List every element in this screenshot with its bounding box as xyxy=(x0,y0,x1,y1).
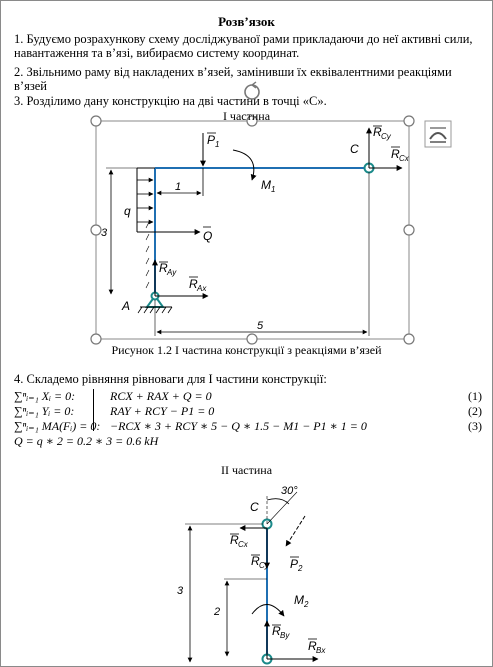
distributed-load-q xyxy=(137,168,155,232)
reaction-ray-label: R xyxy=(159,261,168,275)
dimension-2-fig2-label: 2 xyxy=(214,606,221,618)
force-p1-subscript: 1 xyxy=(215,140,220,149)
distributed-load-q-label: q xyxy=(124,204,131,218)
force-p2-arrow xyxy=(286,516,305,546)
reaction-rcy2-subscript: Cy xyxy=(259,561,269,570)
equation-2-right: RAY + RCY − P1 = 0 xyxy=(110,404,215,418)
reaction-rcy-subscript: Cy xyxy=(381,132,391,141)
force-p2-label: P xyxy=(290,557,299,571)
image-selection-frame[interactable] xyxy=(96,121,409,339)
force-p2-subscript: 2 xyxy=(298,564,303,573)
figure-2-part-title: II частина xyxy=(220,463,273,477)
equation-row-3 xyxy=(14,419,482,433)
force-q-label: Q xyxy=(203,229,213,243)
reaction-rax-label: R xyxy=(189,277,198,291)
reaction-rby-subscript: By xyxy=(280,631,290,640)
figure-1-caption: Рисунок 1.2 I частина конструкції з реакціями в’язей xyxy=(111,343,382,357)
force-p1-label: P xyxy=(207,133,216,147)
point-c-label: C xyxy=(350,142,359,156)
reaction-rcx2-subscript: Cx xyxy=(238,540,248,549)
resize-handle-middle-left[interactable] xyxy=(91,225,101,235)
reaction-ray-subscript: Ay xyxy=(167,268,177,277)
equation-2-number: (2) xyxy=(468,404,482,418)
point-c2-label: C xyxy=(250,500,259,514)
figure-1-part-title: I частина xyxy=(222,109,271,123)
equation-1-right: RCX + RAX + Q = 0 xyxy=(110,389,212,403)
angle-label: 30° xyxy=(281,485,298,497)
dimension-5-label: 5 xyxy=(257,320,264,332)
step-4-text: 4. Складемо рівняння рівноваги для I частини конструкції: xyxy=(14,372,327,386)
equation-1-left: ∑ⁿᵢ₌₁ Xᵢ = 0: xyxy=(14,389,76,403)
equation-3-number: (3) xyxy=(468,419,482,433)
page-heading: Розв’язок xyxy=(218,14,275,29)
step-2-text: 2. Звільнимо раму від накладених в’язей, замінивши їх еквівалентними реакціями в’язей xyxy=(14,65,452,93)
point-a-label: A xyxy=(122,299,131,313)
moment-m1-subscript: 1 xyxy=(271,185,276,194)
reaction-rcx-label: R xyxy=(391,147,400,161)
layout-options-icon[interactable] xyxy=(425,121,451,147)
dimension-3-label: 3 xyxy=(101,227,108,239)
reaction-rbx-subscript: Bx xyxy=(316,646,326,655)
equation-q: Q = q ∗ 2 = 0.2 ∗ 3 = 0.6 kH xyxy=(14,434,159,448)
figure-2-diagram xyxy=(0,476,493,667)
moment-m1-arc xyxy=(233,150,254,180)
reaction-rcx-subscript: Cx xyxy=(399,154,409,163)
moment-m2-subscript: 2 xyxy=(304,600,309,609)
dimension-3-fig2-label: 3 xyxy=(177,585,184,597)
equation-row-2 xyxy=(14,404,482,418)
reaction-rby-label: R xyxy=(272,624,281,638)
equation-3-left: ∑ⁿᵢ₌₁ MA(Fᵢ) = 0: xyxy=(14,419,101,433)
resize-handle-middle-right[interactable] xyxy=(404,225,414,235)
reaction-rcx2-label: R xyxy=(230,533,239,547)
rotate-handle-icon[interactable] xyxy=(245,82,259,99)
reaction-rax-subscript: Ax xyxy=(197,284,207,293)
moment-m2-label: M xyxy=(294,593,304,607)
equation-q-row xyxy=(14,434,482,448)
reaction-rcy2-label: R xyxy=(251,554,260,568)
equation-row-1 xyxy=(14,389,482,403)
step-1-text: 1. Будуємо розрахункову схему досліджуваної рами прикладаючи до неї активні сили, навантаження та в’язі, вибираємо систему координат. xyxy=(14,32,473,60)
equation-1-number: (1) xyxy=(468,389,482,403)
equation-2-left: ∑ⁿᵢ₌₁ Yᵢ = 0: xyxy=(14,404,75,418)
equation-3-right: −RCX ∗ 3 + RCY ∗ 5 − Q ∗ 1.5 − M1 − P1 ∗ 1 = 0 xyxy=(110,419,367,433)
moment-m1-label: M xyxy=(261,178,271,192)
reaction-rcy-label: R xyxy=(373,125,382,139)
step-3-text: 3. Розділимо дану конструкцію на дві частини в точці «С». xyxy=(14,94,327,108)
reaction-rbx-label: R xyxy=(308,639,317,653)
dimension-1-label: 1 xyxy=(175,181,182,193)
